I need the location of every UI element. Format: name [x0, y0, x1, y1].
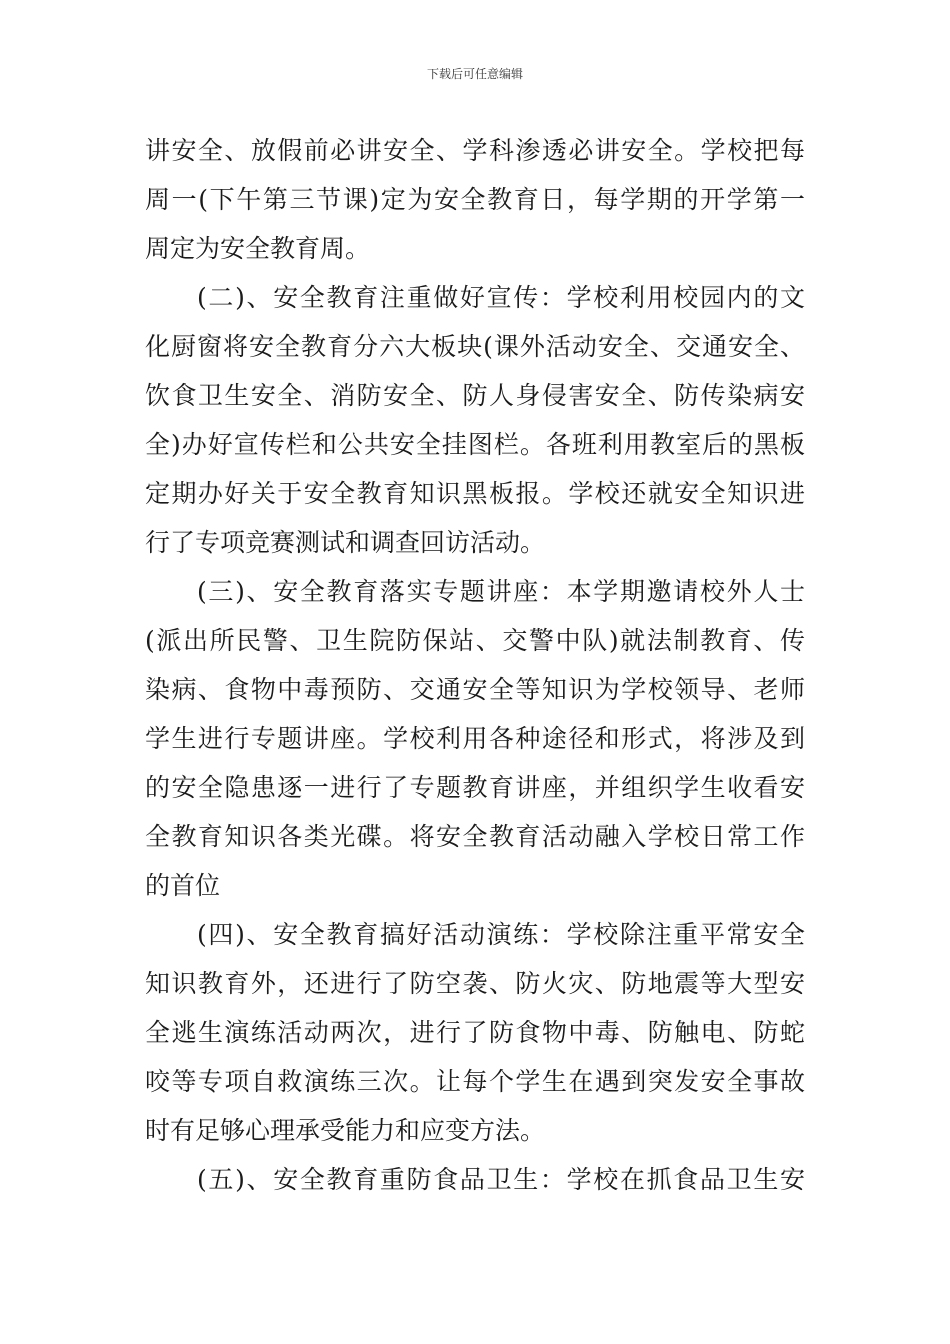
text-line: 定期办好关于安全教育知识黑板报。学校还就安全知识进: [145, 479, 805, 508]
text-line: (四)、安全教育搞好活动演练：学校除注重平常安全: [197, 920, 805, 949]
text-line: 知识教育外，还进行了防空袭、防火灾、防地震等大型安: [145, 969, 805, 998]
text-line: 行了专项竞赛测试和调查回访活动。: [145, 528, 546, 557]
text-line: 的首位: [145, 871, 221, 900]
text-line: 全逃生演练活动两次，进行了防食物中毒、防触电、防蛇: [145, 1018, 805, 1047]
text-line: 全教育知识各类光碟。将安全教育活动融入学校日常工作: [145, 822, 805, 851]
text-line: 时有足够心理承受能力和应变方法。: [145, 1116, 546, 1145]
text-line: 化厨窗将安全教育分六大板块(课外活动安全、交通安全、: [145, 332, 805, 361]
text-line: 饮食卫生安全、消防安全、防人身侵害安全、防传染病安: [145, 381, 805, 410]
text-line: 咬等专项自救演练三次。让每个学生在遇到突发安全事故: [145, 1067, 805, 1096]
text-line: 的安全隐患逐一进行了专题教育讲座，并组织学生收看安: [145, 773, 805, 802]
page-header: 下载后可任意编辑: [426, 67, 523, 81]
text-line: (二)、安全教育注重做好宣传：学校利用校园内的文: [197, 283, 805, 312]
text-line: (派出所民警、卫生院防保站、交警中队)就法制教育、传: [145, 626, 805, 655]
text-line: 全)办好宣传栏和公共安全挂图栏。各班利用教室后的黑板: [145, 430, 805, 459]
text-line: 周一(下午第三节课)定为安全教育日，每学期的开学第一: [145, 185, 805, 214]
text-line: (五)、安全教育重防食品卫生：学校在抓食品卫生安: [197, 1165, 805, 1194]
text-line: 染病、食物中毒预防、交通安全等知识为学校领导、老师: [145, 675, 805, 704]
text-line: (三)、安全教育落实专题讲座：本学期邀请校外人士: [197, 577, 805, 606]
text-line: 学生进行专题讲座。学校利用各种途径和形式，将涉及到: [145, 724, 805, 753]
text-line: 讲安全、放假前必讲安全、学科渗透必讲安全。学校把每: [145, 136, 805, 165]
text-line: 周定为安全教育周。: [145, 234, 371, 263]
document-body: [145, 126, 805, 1204]
